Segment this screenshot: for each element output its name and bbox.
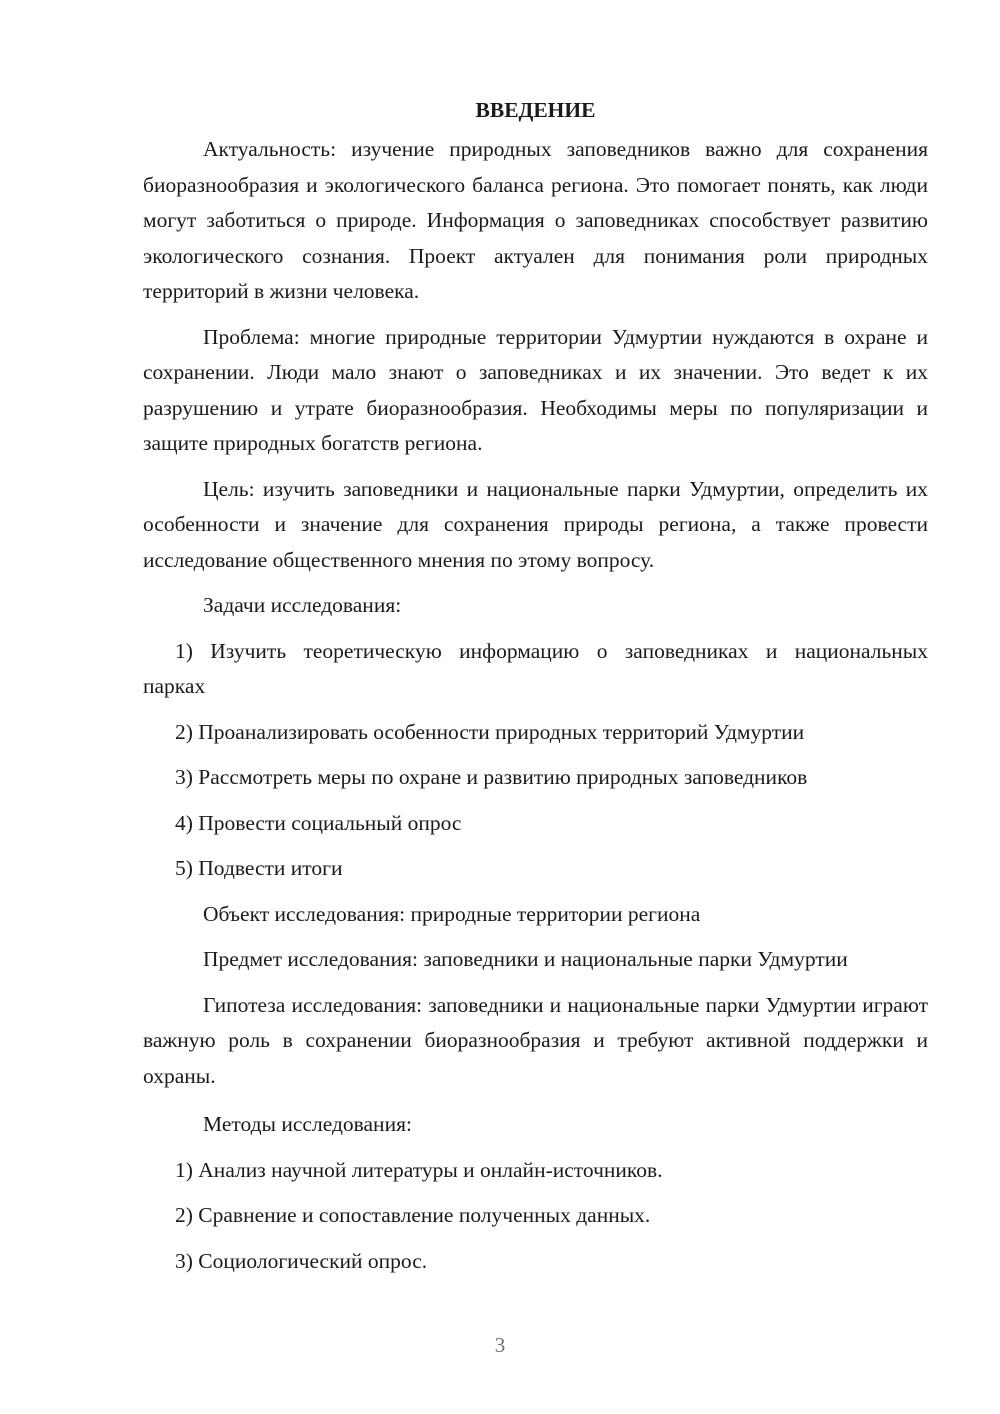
object-line: Объект исследования: природные территории региона — [203, 901, 701, 926]
method-item-2: 2) Сравнение и сопоставление полученных данных. — [175, 1203, 651, 1227]
methods-heading: Методы исследования: — [203, 1112, 412, 1136]
method-item-3: 3) Социологический опрос. — [175, 1248, 428, 1273]
goal-paragraph: Цель: изучить заповедники и национальные парки Удмуртии, определить их особенности и значение для сохранения природы региона, а также провести исследование общественного мнения по этому вопросу. — [143, 476, 928, 572]
task-item-3: 3) Рассмотреть меры по охране и развитию природных заповедников — [175, 765, 808, 789]
task-item-2: 2) Проанализировать особенности природных территорий Удмуртии — [175, 719, 805, 744]
task-item-5: 5) Подвести итоги — [175, 856, 343, 880]
page-title: ВВЕДЕНИЕ — [475, 98, 596, 122]
subject-paragraph: Предмет исследования: заповедники и национальные парки Удмуртии — [203, 947, 848, 971]
page-number: 3 — [494, 1333, 506, 1357]
problem-paragraph: Проблема: многие природные территории Удмуртии нуждаются в охране и сохранении. Люди мало знают о заповедниках и их значении. Это ведет к их разрушению и утрате биоразнообразия. Необходимы меры по популяризации и защите природных богатств региона. — [143, 324, 928, 455]
method-item-1: 1) Анализ научной литературы и онлайн-источников. — [175, 1157, 663, 1182]
hypothesis-paragraph: Гипотеза исследования: заповедники и национальные парки Удмуртии играют важную роль в сохранении биоразнообразия и требуют активной поддержки и охраны. — [143, 992, 928, 1088]
task-item-1: 1) Изучить теоретическую информацию о заповедниках и национальных парках — [143, 638, 928, 698]
task-item-4: 4) Провести социальный опрос — [175, 810, 462, 835]
relevance-paragraph: Актуальность: изучение природных заповедников важно для сохранения биоразнообразия и экологического баланса региона. Это помогает понять, как люди могут заботиться о природе. Информация о заповедниках способствует развитию экологического сознания. Проект актуален для понимания роли природных территорий в жизни человека. — [143, 137, 928, 303]
tasks-heading: Задачи исследования: — [203, 593, 402, 617]
document-page — [143, 94, 928, 1289]
